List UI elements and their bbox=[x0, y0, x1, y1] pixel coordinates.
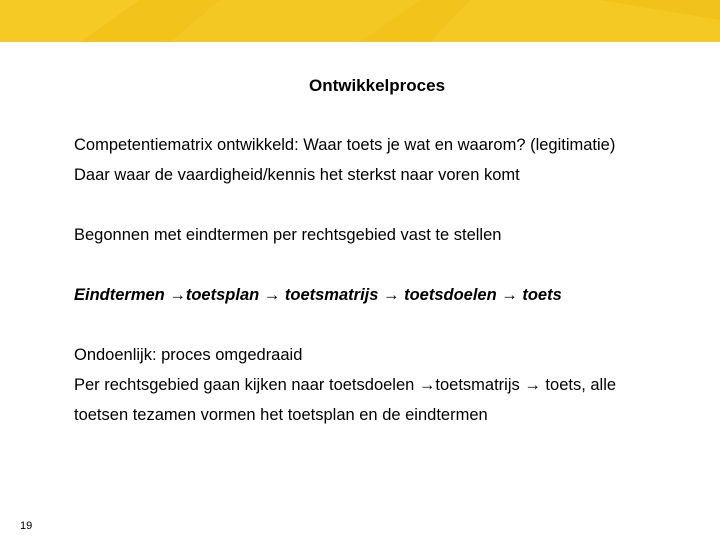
header-banner bbox=[0, 0, 720, 42]
banner-decoration bbox=[0, 0, 720, 42]
slide-title: Ontwikkelproces bbox=[308, 76, 446, 95]
text-line-vaardigheid: Daar waar de vaardigheid/kennis het sterkst naar voren komt bbox=[74, 166, 520, 184]
flow-step-toetsdoelen: toetsdoelen bbox=[399, 286, 502, 304]
arrow-right-icon: → bbox=[263, 286, 281, 304]
text-line-competentiematrix: Competentiematrix ontwikkeld: Waar toets je wat en waarom? (legitimatie) bbox=[74, 136, 616, 154]
text-segment-toetsmatrijs: toetsmatrijs bbox=[435, 376, 525, 394]
text-line-toetsplan: toetsen tezamen vormen het toetsplan en de eindtermen bbox=[74, 406, 488, 424]
page-number: 19 bbox=[20, 520, 33, 532]
flow-step-toets: toets bbox=[517, 286, 562, 304]
arrow-right-icon: → bbox=[383, 286, 400, 304]
text-line-ondoenlijk: Ondoenlijk: proces omgedraaid bbox=[74, 346, 303, 364]
text-line-rechtsgebied bbox=[74, 376, 616, 395]
text-segment-toetsdoelen: Per rechtsgebied gaan kijken naar toetsdoelen bbox=[74, 376, 419, 394]
text-segment-toets: toets, alle bbox=[540, 376, 617, 394]
arrow-right-icon: → bbox=[169, 286, 186, 304]
flow-step-toetsmatrijs: toetsmatrijs bbox=[280, 286, 383, 304]
arrow-right-icon: → bbox=[524, 376, 541, 394]
process-flow-line bbox=[74, 286, 562, 305]
arrow-right-icon: → bbox=[418, 376, 436, 394]
text-line-eindtermen: Begonnen met eindtermen per rechtsgebied vast te stellen bbox=[74, 226, 502, 244]
arrow-right-icon: → bbox=[501, 286, 518, 304]
flow-step-eindtermen: Eindtermen bbox=[74, 286, 170, 304]
flow-step-toetsplan: toetsplan bbox=[185, 286, 264, 304]
